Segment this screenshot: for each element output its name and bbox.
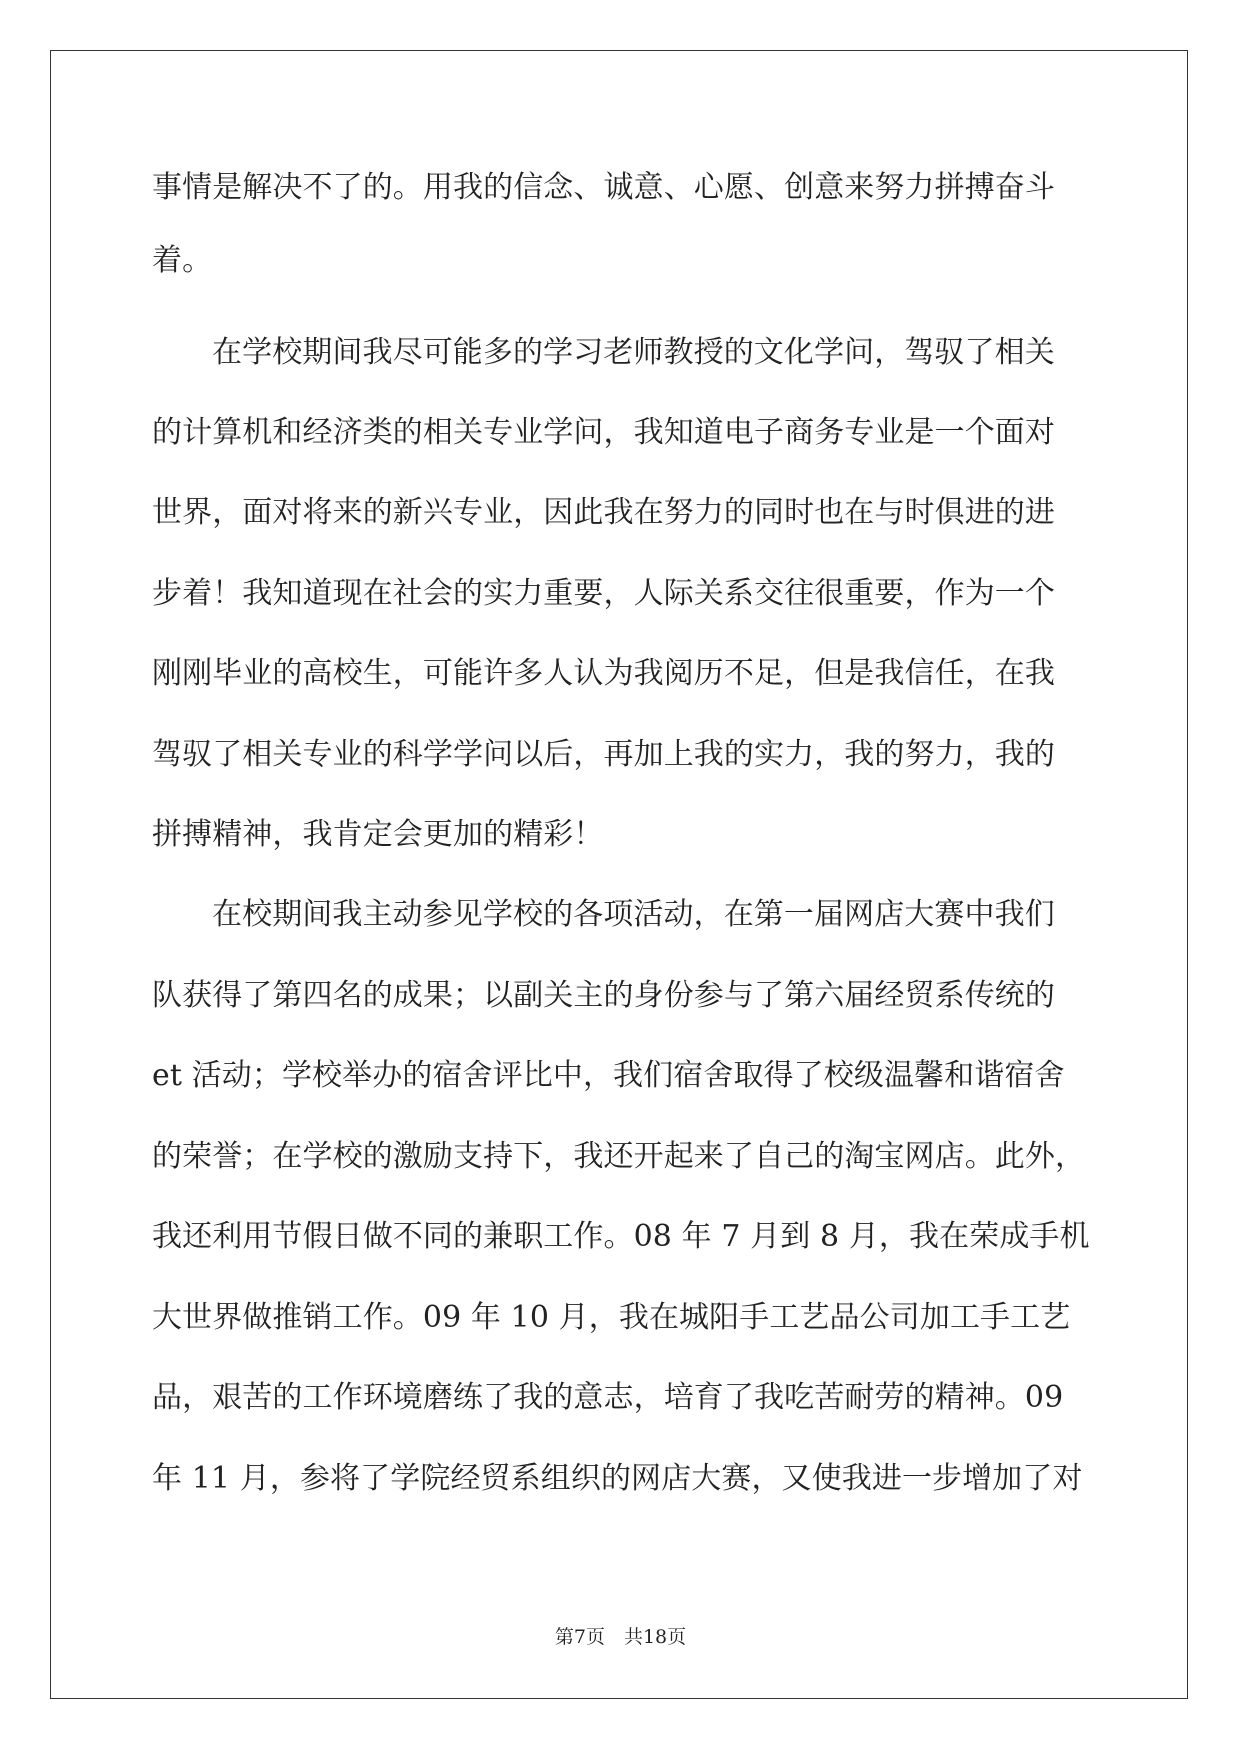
text-line: et 活动；学校举办的宿舍评比中，我们宿舍取得了校级温馨和谐宿舍 [152,1058,1065,1093]
page-border [50,50,1188,1699]
text-line: 大世界做推销工作。09 年 10 月，我在城阳手工艺品公司加工手工艺 [152,1300,1071,1335]
text-line: 队获得了第四名的成果；以副关主的身份参与了第六届经贸系传统的 [152,978,1055,1013]
text-line: 着。 [152,243,213,278]
paragraph-start-line: 在校期间我主动参见学校的各项活动，在第一届网店大赛中我们 [212,897,1055,932]
text-line: 的计算机和经济类的相关专业学问，我知道电子商务专业是一个面对 [152,415,1055,450]
text-line: 步着！我知道现在社会的实力重要，人际关系交往很重要，作为一个 [152,576,1055,611]
text-line: 刚刚毕业的高校生，可能许多人认为我阅历不足，但是我信任，在我 [152,656,1055,691]
page-number: 第7页 共18页 [554,1626,687,1648]
text-line: 事情是解决不了的。用我的信念、诚意、心愿、创意来努力拼搏奋斗 [152,170,1055,205]
text-line: 驾驭了相关专业的科学学问以后，再加上我的实力，我的努力，我的 [152,737,1055,772]
text-line: 我还利用节假日做不同的兼职工作。08 年 7 月到 8 月，我在荣成手机 [152,1219,1090,1254]
text-line: 拼搏精神，我肯定会更加的精彩！ [152,817,604,852]
text-line: 的荣誉；在学校的激励支持下，我还开起来了自己的淘宝网店。此外， [152,1139,1086,1174]
text-line: 世界，面对将来的新兴专业，因此我在努力的同时也在与时俱进的进 [152,495,1055,530]
text-line: 年 11 月，参将了学院经贸系组织的网店大赛，又使我进一步增加了对 [152,1461,1083,1496]
text-line: 品，艰苦的工作环境磨练了我的意志，培育了我吃苦耐劳的精神。09 [152,1380,1064,1415]
paragraph-start-line: 在学校期间我尽可能多的学习老师教授的文化学问，驾驭了相关 [212,335,1055,370]
